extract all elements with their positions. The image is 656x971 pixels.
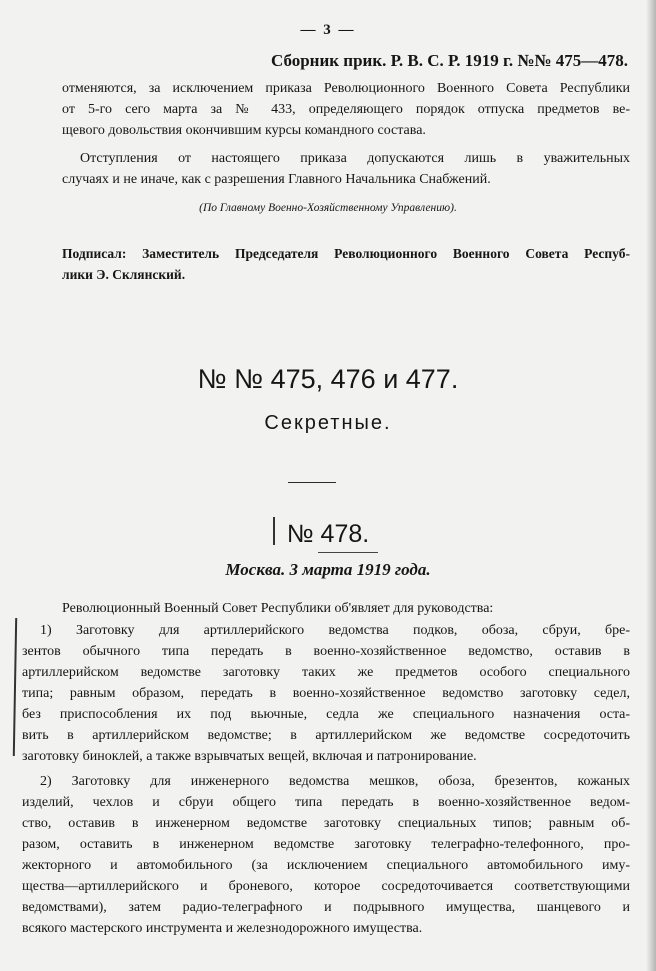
item2-line: жекторного и автомобильного (за исключением специального автомобильного иму- [22, 858, 630, 873]
section-divider [288, 482, 336, 483]
secret-subheading: Секретные. [264, 412, 392, 434]
order-dateline: Москва. 3 марта 1919 года. [225, 560, 431, 579]
order-intro: Революционный Военный Совет Республики об'являет для руководства: [62, 601, 494, 616]
pen-underline [318, 552, 378, 553]
issuer-note: (По Главному Военно-Хозяйственному Управлению). [199, 202, 457, 214]
item2-line: изделий, чехлов и сбруи общего типа передать в военно-хозяйственное ведом- [22, 795, 630, 810]
item2-line: всякого мастерского инструмента и железнодорожного имущества. [22, 921, 423, 936]
item2-line: ство, оставив в инженерном ведомстве заготовку специальных типов; равным об- [22, 816, 630, 831]
para-line: отменяются, за исключением приказа Революционного Военного Совета Республики [62, 81, 630, 96]
margin-pen-mark [13, 618, 17, 756]
page-number: — 3 — [300, 22, 356, 38]
item1-line: артиллерийском ведомстве заготовку таких же предметов особого специального [22, 665, 630, 680]
item1-line: заготовку биноклей, а также взрывчатых вещей, включая и патронирование. [22, 749, 477, 764]
para-line: щевого довольствия окончившим курсы командного состава. [62, 123, 426, 138]
item1-line: зентов обычного типа передать в военно-хозяйственное ведомство, оставив в [22, 644, 630, 659]
item1-line: вить в артиллерийском ведомстве; в артиллерийском же ведомстве сосредоточить [22, 728, 630, 743]
item1-line: типа; равным образом, передать в военно-хозяйственное ведомство заготовку седел, [22, 686, 630, 701]
orders-heading: № № 475, 476 и 477. [197, 364, 459, 394]
page-edge-shadow [646, 0, 656, 971]
para-line: случаях и не иначе, как с разрешения Главного Начальника Снабжений. [62, 172, 491, 187]
item2-line: ведомствами), затем радио-телеграфного и подрывного имущества, шанцевого и [22, 900, 630, 915]
item1-line: без приспособления их под вьючные, седла же специального назначения остa- [22, 707, 630, 722]
para-line: от 5-го сего марта за № 433, определяющего порядок отпуска предметов ве- [62, 102, 630, 117]
order-number: № 478. [286, 520, 370, 548]
item2-line: разом, оставить в инженерном ведомстве заготовку телеграфно-телефонного, про- [22, 837, 630, 852]
item1-line: 1) Заготовку для артиллерийского ведомства подков, обоза, сбруи, бре- [40, 623, 630, 638]
para-line: Отступления от настоящего приказа допускаются лишь в уважительных [80, 151, 630, 166]
signature-line: Подписал: Заместитель Председателя Революционного Военного Совета Респуб- [62, 246, 630, 261]
item2-line: 2) Заготовку для инженерного ведомства мешков, обоза, брезентов, кожаных [40, 774, 630, 789]
running-title: Сборник прик. Р. В. С. Р. 1919 г. №№ 475—478. [270, 51, 628, 70]
signature-line: лики Э. Склянский. [62, 267, 186, 282]
item2-line: щества—артиллерийского и броневого, которое сосредоточивается соответствующими [22, 879, 630, 894]
